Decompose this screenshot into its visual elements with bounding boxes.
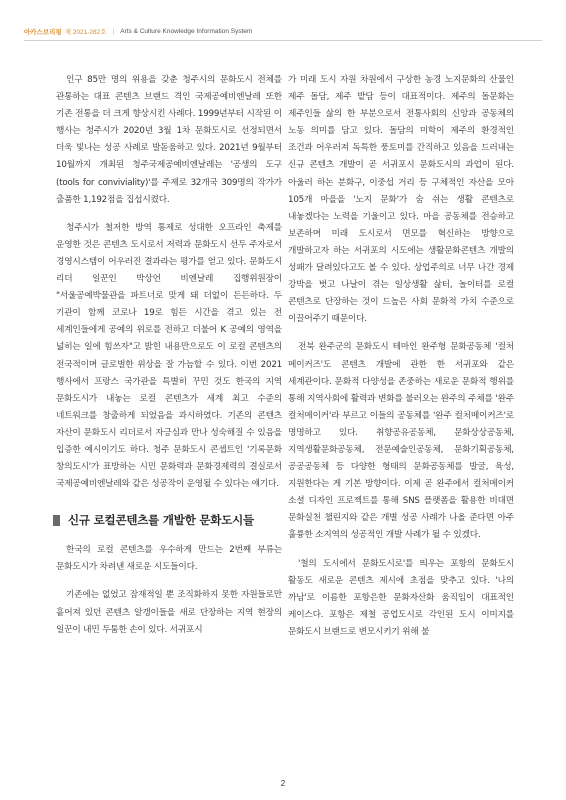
body-paragraph: 가 미래 도시 자원 차원에서 구상한 농경 노지문화의 산물인 제주 돌담, 제주 밭담 등이 대표적이다. 제주의 돌문화는 제주인들 삶의 한 부분으로서 전통사회의 신앙과 공동체의 노동 의미를 담고 있다. 돌담의 미학이 제주의 환경적인 조건과 어우러져 독특한 풍토미를 간직하고 있음을 드러내는 신규 콘텐츠 개발이 곧 서귀포시 문화도시의 과업이 된다. 아울러 하논 분화구, 이중섭 거리 등 구체적인 자산을 모아 105개 마을을 '노지 문화'가 숨 쉬는 생활 콘텐츠로 내놓겠다는 노력을 기울이고 있다. 마을 공동체를 전승하고 보존하며 미래 도시로서 면모를 혁신하는 방향으로 개발하고자 하는 서귀포의 시도에는 생활문화콘텐츠 개발의 성패가 달려있다고도 볼 수 있다. 상업주의로 너무 나간 경제 강박을 벗고 나날이 겪는 일상생활 삶터, 놀이터를 로컬 콘텐츠로 단장하는 것이 드높은 사회 문화적 가치 수준으로 이끌어주기 때문이다. [288,75,514,325]
left-column [56,72,282,650]
body-paragraph: 전북 완주군의 문화도시 테마인 완주형 문화공동체 '컬처 메이커즈'도 콘텐츠 개발에 관한 한 서귀포와 같은 세계관이다. 문화적 다양성을 존중하는 새로운 문화적 행위를 통해 지역사회에 활력과 변화를 불러오는 완주의 주체를 '완주 컬처메이커'라 부르고 이들의 공동체를 '완주 컬처메이커즈'로 명명하고 있다. 취향공유공동체, 문화상상공동체, 지역생활문화공동체, 전문예술인공동체, 문화기획공동체, 공공공동체 등 다양한 형태의 문화공동체를 발굴, 육성, 지원한다는 게 기본 방향이다. 이제 곧 완주에서 컬처메이커 소셜 디자인 프로젝트를 통해 SNS 플랫폼을 활용한 비대면 문화실천 챌린지와 같은 개별 성공 사례가 나올 준다면 아주 훌륭한 소지역의 성공적인 개발 사례가 될 수 있겠다. [288,342,514,541]
body-paragraph: 청주시가 철저한 방역 통제로 성대한 오프라인 축제를 운영한 것은 콘텐츠 도시로서 저력과 문화도시 선두 주자로서 경영시스템이 어우러진 결과라는 평가를 얻고 있다. 문화도시 리더 일꾼인 박상언 비엔날레 집행위원장이 "서울공예박물관을 파트너로 맞게 돼 더없이 든든하다. 두 기관이 함께 코로나 19로 힘든 시간을 겪고 있는 전 세계인들에게 공예의 위로를 전하고 더불어 K 공예의 영역을 넓히는 일에 힘쓰자"고 밝힌 내용만으로도 이 로컬 콘텐츠의 전국적이며 글로벌한 위상을 잘 가늠할 수 있다. 이번 2021 행사에서 프랑스 국가관을 특별히 꾸민 것도 한국의 지역 문화도시가 내놓는 로컬 콘텐츠가 세계 최고 수준의 네트워크를 창출하게 되었음을 과시하였다. 기존의 콘텐츠 자산이 문화도시 리더로서 자긍심과 만나 성숙해질 수 있음을 입증한 예시이기도 하다. 청주 문화도시 콘셉트인 '기록문화 창의도시'가 표방하는 시민 문화력과 문화경제력의 결실로서 국제공예비엔날레와 같은 성공작이 운영될 수 있다는 얘기다. [56,222,282,490]
right-column [288,72,514,652]
header-rule [24,40,542,41]
header-divider: | [112,27,115,35]
page-number: 2 [280,779,286,788]
body-paragraph: 인구 85만 명의 위용을 갖춘 청주시의 문화도시 전체를 관통하는 대표 콘텐츠 브랜드 격인 국제공예비엔날레 또한 기존 전통을 더 크게 향상시킨 사례다. 1999년부터 시작된 이 행사는 청주시가 2020년 3월 1차 문화도시로 선정되면서 더욱 빛나는 성공 사례로 발돋움하고 있다. 2021년 9월부터 10월까지 개최된 청주국제공예비엔날레는 '공생의 도구(tools for conviviality)'를 주제로 32개국 309명의 작가가 출품한 1,192점을 집섭시켰다. [56,75,282,205]
body-paragraph: '철의 도시에서 문화도시로'를 띄우는 포항의 문화도시 활동도 새로운 콘텐츠 제시에 초점을 맞추고 있다. '나의 까남'로 이름한 포항은한 문화자산화 움직임이 대표적인 케이스다. 포항은 제철 공업도시로 각인된 도시 이미지를 문화도시 브랜드로 변모시키기 위해 불 [288,558,514,637]
section-heading-text: 신규 로컬콘텐츠를 개발한 문화도시들 [68,513,254,528]
publication-brand: 아카스브리핑 [24,28,62,36]
issue-number: 제 2021-282호 [64,28,107,36]
running-header [24,24,252,38]
body-paragraph: 기존에는 없었고 잠재적일 뿐 조직화하지 못한 자원들로만 흩어져 있던 콘텐츠 알갱이들을 새로 단장하는 지역 현장의 일꾼이 내민 두툼한 손이 있다. 서귀포시 [56,590,282,635]
publication-subtitle: Arts & Culture Knowledge Information System [120,27,253,35]
section-heading [53,512,282,528]
heading-marker-icon [53,515,60,526]
body-paragraph: 한국의 로컬 콘텐츠를 우수하게 만드는 2번째 부류는 문화도시가 차려낸 새로운 시도들이다. [56,545,282,573]
